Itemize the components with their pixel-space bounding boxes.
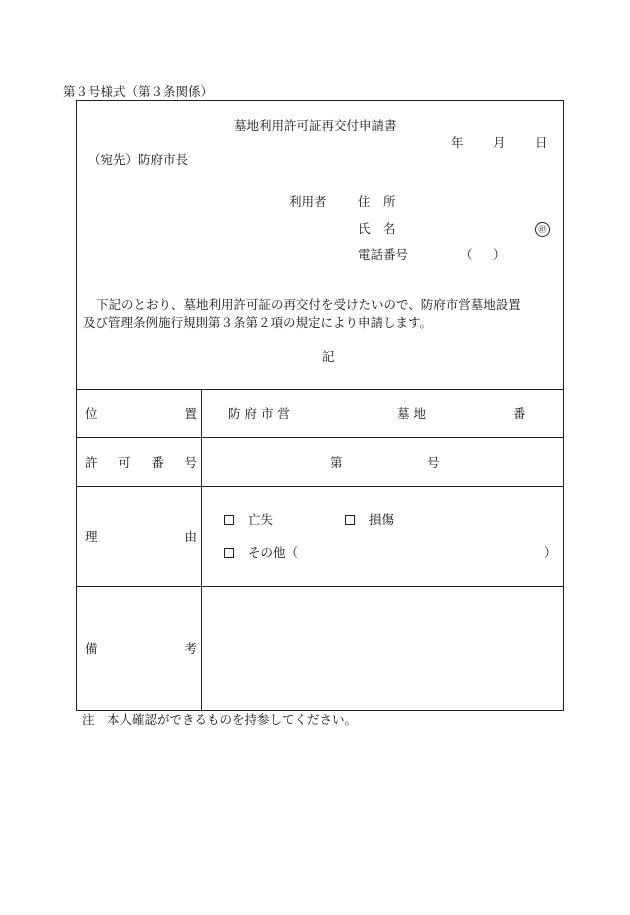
application-form-frame bbox=[76, 100, 564, 711]
date-year-label: 年 bbox=[451, 135, 464, 150]
phone-paren-open: （ bbox=[460, 247, 473, 262]
location-label: 位 置 bbox=[85, 406, 197, 421]
body-text-line-2: 及び管理条例施行規則第３条第２項の規定により申請します。 bbox=[83, 315, 433, 330]
table-divider bbox=[77, 437, 563, 438]
address-label: 住 所 bbox=[358, 194, 396, 209]
table-divider bbox=[77, 486, 563, 487]
table-column-divider bbox=[201, 389, 202, 711]
permit-number-label: 許 可 番 号 bbox=[85, 455, 197, 470]
checkbox-lost[interactable] bbox=[224, 515, 234, 525]
reason-option-damaged[interactable]: 損傷 bbox=[345, 514, 394, 527]
phone-paren-close: ） bbox=[493, 247, 506, 262]
phone-label: 電話番号 bbox=[358, 247, 409, 262]
permit-number-suffix: 号 bbox=[427, 455, 440, 470]
form-number: 第３号様式（第３条関係） bbox=[63, 84, 214, 99]
addressee: （宛先）防府市長 bbox=[88, 152, 189, 167]
reason-other-close-paren: ） bbox=[544, 545, 557, 560]
reason-option-other[interactable]: その他（ bbox=[224, 547, 298, 560]
reason-label: 理 由 bbox=[85, 529, 197, 544]
remarks-field[interactable] bbox=[203, 588, 563, 708]
checkbox-damaged[interactable] bbox=[345, 515, 355, 525]
name-label: 氏 名 bbox=[358, 221, 396, 236]
date-day-label: 日 bbox=[535, 135, 548, 150]
ki-heading: 記 bbox=[322, 349, 335, 364]
form-title: 墓地利用許可証再交付申請書 bbox=[234, 118, 397, 133]
seal-icon: ㊞ bbox=[535, 222, 550, 237]
remarks-label: 備 考 bbox=[85, 641, 197, 656]
date-month-label: 月 bbox=[493, 135, 506, 150]
location-value-city: 防 府 市 営 bbox=[228, 406, 290, 421]
applicant-label: 利用者 bbox=[289, 194, 327, 209]
footer-note: 注 本人確認ができるものを持参してください。 bbox=[82, 712, 358, 727]
body-text-line-1: 下記のとおり、墓地利用許可証の再交付を受けたいので、防府市営墓地設置 bbox=[96, 297, 521, 312]
location-value-cemetery: 墓 地 bbox=[397, 406, 426, 421]
seal-mark bbox=[535, 222, 550, 237]
reason-option-lost[interactable]: 亡失 bbox=[224, 514, 273, 527]
table-divider bbox=[77, 586, 563, 587]
checkbox-other[interactable] bbox=[224, 548, 234, 558]
table-divider bbox=[77, 389, 563, 390]
location-value-number: 番 bbox=[513, 406, 526, 421]
permit-number-prefix: 第 bbox=[330, 455, 343, 470]
